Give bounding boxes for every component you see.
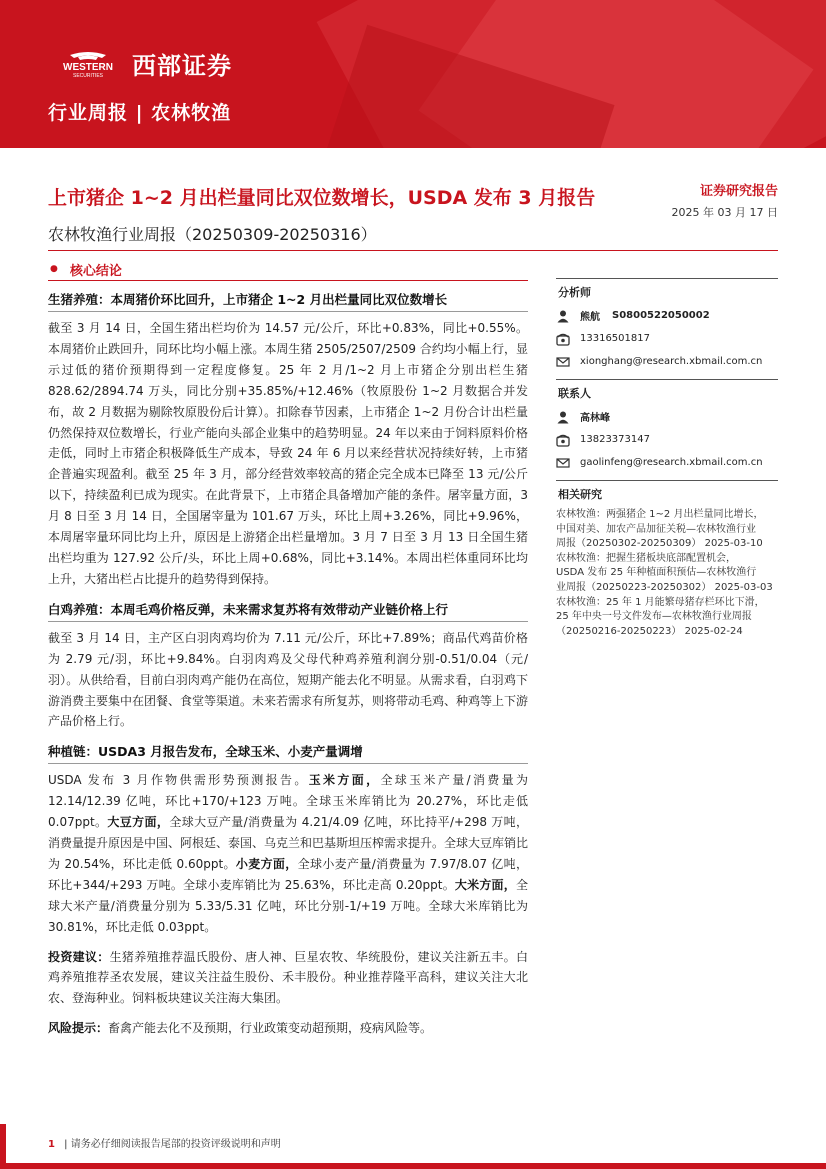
subsection-divider bbox=[48, 311, 528, 312]
person-icon bbox=[556, 309, 570, 323]
analyst-heading: 分析师 bbox=[556, 278, 778, 304]
contact-email-row bbox=[556, 451, 778, 474]
contact-heading: 联系人 bbox=[556, 379, 778, 405]
contact-email[interactable]: gaolinfeng@research.xbmail.com.cn bbox=[580, 457, 763, 468]
phone-icon bbox=[556, 332, 570, 346]
analyst-name-row bbox=[556, 304, 778, 327]
header-banner bbox=[0, 0, 826, 148]
contact-name-row bbox=[556, 405, 778, 428]
hog-heading: 生猪养殖：本周猪价环比回升，上市猪企 1~2 月出栏量同比双位数增长 bbox=[48, 292, 448, 307]
logo-cn-text: 西部证券 bbox=[132, 52, 232, 80]
related-line[interactable]: USDA 发布 25 年种植面积预估—农林牧渔行 bbox=[556, 567, 757, 579]
hog-paragraph: 截至 3 月 14 日，全国生猪出栏均价为 14.57 元/公斤，环比+0.83%，同比+0.55%。本周猪价止跌回升，同环比均小幅上涨。本周生猪 2505/2507/2509 合约均小幅上行，显示过低的猪价预期得到一定程度修复。25 年 2 月/1~2 月上市猪企分别出栏生猪 828.62/2894.74 万头，同比分别+35.85%/+12.46%（牧原股份 1~2 月数据合并发布，故 2 月数据为剔除牧原股份后计算）。扣除春节因素，上市猪企 1~2 月份合计出栏量仍然保持双位数增长，行业产能向头部企业集中的趋势明显。24 年以来由于饲料原料价格走低，同时上市猪企积极降低生产成本，导致 24 年 6 月以来经营状况持续好转，上市猪企普遍实现盈利。截至 25 年 3 月，部分经营效率较高的猪企完全成本已降至 13 元/公斤以下，持续盈利已成为现实。在此背景下，上市猪企具备增加产能的条件。屠宰量方面，3 月 8 日至 3 月 14 日，全国屠宰量为 101.67 万头，环比上周+3.26%，同比+9.96%，本周屠宰量环同比均上升，原因是上游猪企出栏量增加。3 月 7 日至 3 月 13 日全国生猪出栏均重为 127.92 公斤/头，环比上周+0.68%，同比+3.14%。本周出栏体重同环比均上升，大猪出栏占比提升的趋势得到保持。 bbox=[48, 321, 528, 586]
related-line[interactable]: 业周报（20250223-20250302） 2025-03-03 bbox=[556, 581, 773, 593]
related-line[interactable]: 中国对美、加农产品加征关税—农林牧渔行业 bbox=[556, 523, 756, 535]
industry-category: 行业周报 | 农林牧渔 bbox=[48, 102, 232, 124]
report-subtitle: 农林牧渔行业周报（20250309-20250316） bbox=[48, 225, 377, 244]
subsection-divider bbox=[48, 763, 528, 764]
related-line[interactable]: 农林牧渔：25 年 1 月能繁母猪存栏环比下滑， bbox=[556, 596, 765, 608]
related-research-heading: 相关研究 bbox=[556, 480, 778, 506]
contact-phone: 13823373147 bbox=[580, 434, 650, 445]
footer-accent-line bbox=[0, 1163, 826, 1169]
related-line[interactable]: 周报（20250302-20250309） 2025-03-10 bbox=[556, 538, 763, 550]
svg-text:SECURITIES: SECURITIES bbox=[72, 72, 104, 79]
svg-text:WESTERN: WESTERN bbox=[63, 61, 113, 73]
analyst-email-row bbox=[556, 350, 778, 373]
email-icon bbox=[556, 355, 570, 369]
core-conclusion-heading: ● 核心结论 bbox=[50, 263, 122, 279]
analyst-phone-row bbox=[556, 327, 778, 350]
analyst-name: 熊航 bbox=[580, 312, 600, 323]
page-number: 1 bbox=[48, 1139, 55, 1150]
report-type: 证券研究报告 bbox=[699, 184, 778, 199]
phone-icon bbox=[556, 433, 570, 447]
title-divider bbox=[48, 250, 778, 251]
broiler-heading: 白鸡养殖：本周毛鸡价格反弹，未来需求复苏将有效带动产业链价格上行 bbox=[48, 601, 449, 617]
main-content bbox=[48, 258, 528, 1048]
subsection-divider bbox=[48, 621, 528, 622]
person-icon bbox=[556, 410, 570, 424]
analyst-email[interactable]: xionghang@research.xbmail.com.cn bbox=[580, 356, 763, 367]
report-title: 上市猪企 1~2 月出栏量同比双位数增长，USDA 发布 3 月报告 bbox=[48, 187, 596, 209]
investment-advice: 投资建议：生猪养殖推荐温氏股份、唐人神、巨星农牧、华统股份，建议关注新五丰。白鸡养殖推荐圣农发展，建议关注益生股份、禾丰股份。种业推荐隆平高科，建议关注大北农、登海种业。饲料板块建议关注海大集团。 bbox=[48, 949, 528, 1006]
related-line[interactable]: 25 年中央一号文件发布—农林牧渔行业周报 bbox=[556, 611, 752, 623]
section-divider bbox=[48, 280, 528, 281]
related-line[interactable]: 农林牧渔：把握生猪板块底部配置机会， bbox=[556, 552, 736, 564]
email-icon bbox=[556, 456, 570, 470]
analyst-phone: 13316501817 bbox=[580, 333, 650, 344]
related-research-list bbox=[556, 508, 778, 639]
sidebar bbox=[556, 278, 778, 639]
footer-disclaimer: | 请务必仔细阅读报告尾部的投资评级说明和声明 bbox=[64, 1139, 281, 1150]
related-line[interactable]: 农林牧渔：两强猪企 1~2 月出栏量同比增长， bbox=[556, 509, 764, 520]
report-date: 2025 年 03 月 17 日 bbox=[671, 206, 778, 219]
planting-heading: 种植链：USDA3 月报告发布，全球玉米、小麦产量调增 bbox=[48, 744, 363, 760]
contact-name: 高林峰 bbox=[580, 413, 610, 424]
related-line[interactable]: （20250216-20250223） 2025-02-24 bbox=[556, 625, 743, 637]
page-footer bbox=[48, 1135, 281, 1150]
risk-warning: 风险提示：畜禽产能去化不及预期，行业政策变动超预期，疫病风险等。 bbox=[48, 1021, 433, 1036]
bullet-icon: ● bbox=[50, 264, 58, 274]
analyst-cert: S0800522050002 bbox=[612, 310, 710, 321]
broiler-paragraph: 截至 3 月 14 日，主产区白羽肉鸡均价为 7.11 元/公斤，环比+7.89%；商品代鸡苗价格为 2.79 元/羽，环比+9.84%。白羽肉鸡及父母代种鸡养殖利润分别-0.51/0.04（元/羽）。从供给看，目前白羽肉鸡产能仍在高位，短期产能去化不明显。从需求看，白羽鸡下游消费主要集中在团餐、食堂等渠道。未来若需求有所复苏，则将带动毛鸡、种鸡等上下游产品价格上行。 bbox=[48, 630, 529, 729]
company-logo bbox=[48, 46, 232, 81]
contact-phone-row bbox=[556, 428, 778, 451]
western-securities-logo-icon bbox=[48, 49, 128, 79]
planting-paragraph: USDA 发布 3 月作物供需形势预测报告。玉米方面，全球玉米产量/消费量为 12.14/12.39 亿吨，环比+170/+123 万吨。全球玉米库销比为 20.27%，环比走低 0.07ppt。大豆方面，全球大豆产量/消费量为 4.21/4.09 亿吨，环比持平/+298 万吨，消费量提升原因是中国、阿根廷、泰国、乌克兰和巴基斯坦压榨需求提升。全球大豆库销比为 20.54%，环比走低 0.60ppt。小麦方面，全球小麦产量/消费量为 7.97/8.07 亿吨，环比+344/+293 万吨。全球小麦库销比为 25.63%，环比走高 0.20ppt。大米方面，全球大米产量/消费量分别为 5.33/5.31 亿吨，环比分别-1/+19 万吨。全球大米库销比为 30.81%，环比走低 0.03ppt。 bbox=[48, 773, 529, 934]
